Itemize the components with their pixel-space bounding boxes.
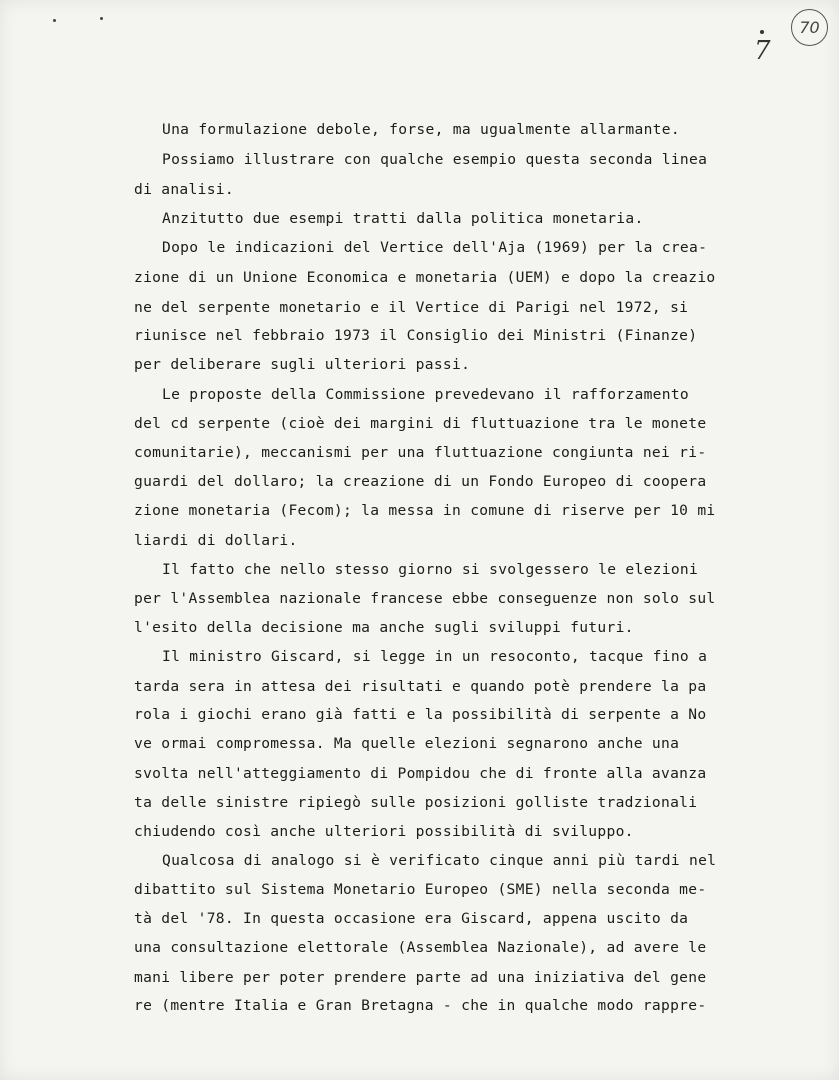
text-line: Il fatto che nello stesso giorno si svolgessero le elezioni [162,561,699,578]
text-line: zione di un Unione Economica e monetaria (UEM) e dopo la creazio [134,269,716,286]
text-line: ta delle sinistre ripiegò sulle posizioni golliste tradzionali [134,794,698,811]
text-line: comunitarie), meccanismi per una fluttuazione congiunta nei ri- [134,444,707,461]
text-line: Dopo le indicazioni del Vertice dell'Aja (1969) per la crea- [162,239,708,256]
text-line: di analisi. [134,181,234,198]
text-line: per deliberare sugli ulteriori passi. [134,356,471,373]
text-line: chiudendo così anche ulteriori possibilità di sviluppo. [134,823,634,840]
text-line: tà del '78. In questa occasione era Giscard, appena uscito da [134,910,689,927]
text-line: zione monetaria (Fecom); la messa in comune di riserve per 10 mi [134,502,716,519]
text-line: del cd serpente (cioè dei margini di fluttuazione tra le monete [134,415,707,432]
text-line: dibattito sul Sistema Monetario Europeo (SME) nella seconda me- [134,881,707,898]
text-line: Anzitutto due esempi tratti dalla politica monetaria. [162,210,644,227]
text-line: guardi del dollaro; la creazione di un Fondo Europeo di coopera [134,473,707,490]
text-line: una consultazione elettorale (Assemblea Nazionale), ad avere le [134,939,707,956]
page-number: 7 [754,36,771,66]
text-line: ne del serpente monetario e il Vertice di Parigi nel 1972, si [134,299,689,316]
archive-stamp: 70 [791,9,828,46]
text-line: riunisce nel febbraio 1973 il Consiglio dei Ministri (Finanze) [134,327,698,344]
text-line: liardi di dollari. [134,532,298,549]
text-line: Le proposte della Commissione prevedevano il rafforzamento [162,386,689,403]
text-line: re (mentre Italia e Gran Bretagna - che in qualche modo rappre- [134,997,707,1014]
text-line: Qualcosa di analogo si è verificato cinque anni più tardi nel [162,852,717,869]
text-line: Il ministro Giscard, si legge in un resoconto, tacque fino a [162,648,708,665]
text-line: tarda sera in attesa dei risultati e quando potè prendere la pa [134,678,707,695]
text-line: svolta nell'atteggiamento di Pompidou che di fronte alla avanza [134,765,707,782]
text-line: ve ormai compromessa. Ma quelle elezioni segnarono anche una [134,735,680,752]
text-line: Possiamo illustrare con qualche esempio questa seconda linea [162,151,708,168]
text-line: rola i giochi erano già fatti e la possibilità di serpente a No [134,706,707,723]
text-line: mani libere per poter prendere parte ad una iniziativa del gene [134,969,707,986]
text-line: per l'Assemblea nazionale francese ebbe conseguenze non solo sul [134,590,716,607]
text-line: l'esito della decisione ma anche sugli sviluppi futuri. [134,619,634,636]
text-line: Una formulazione debole, forse, ma ugualmente allarmante. [162,121,680,138]
